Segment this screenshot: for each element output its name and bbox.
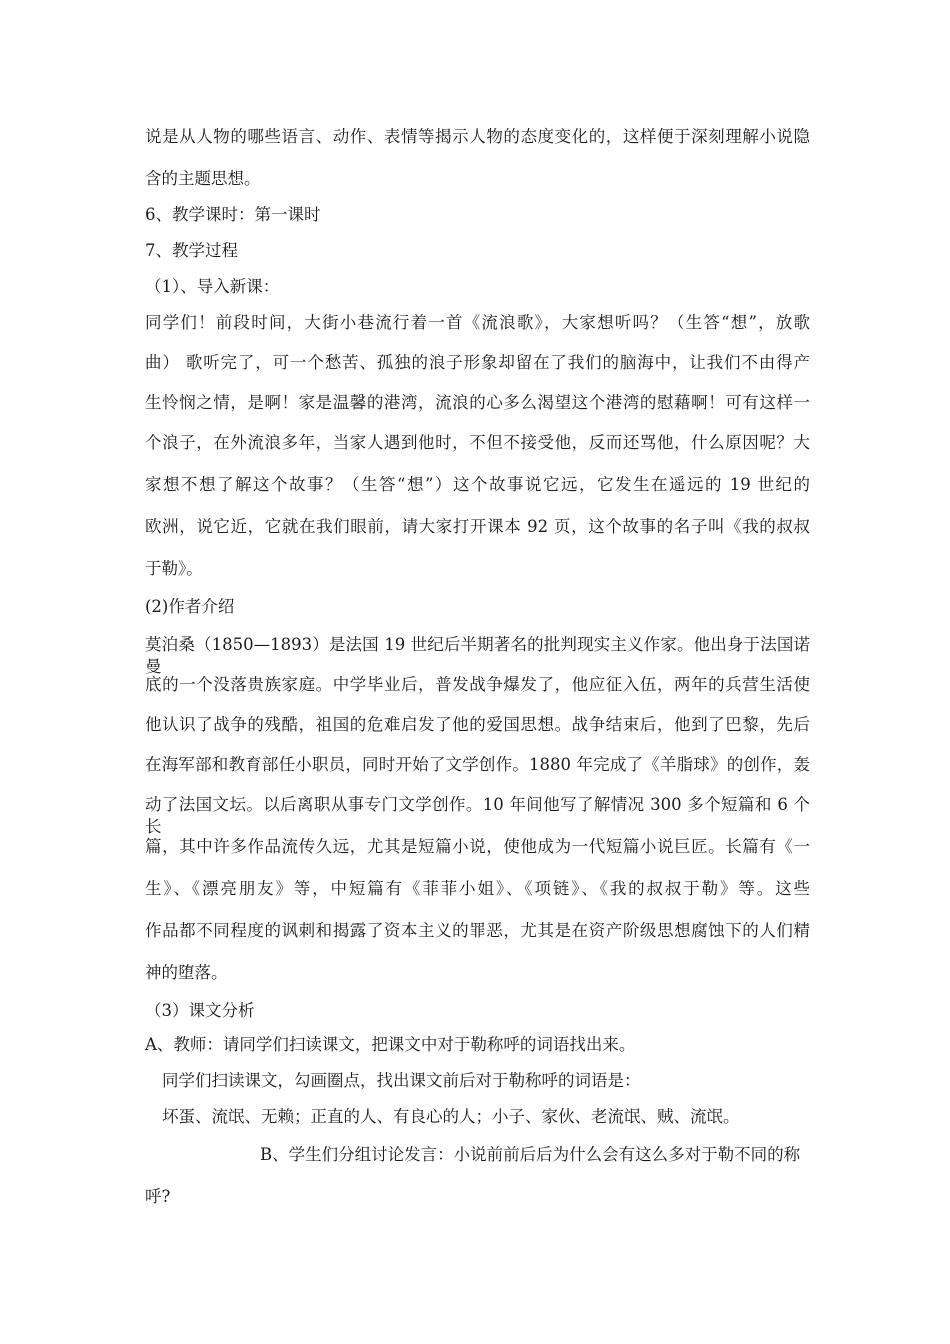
text-line: 神的堕落。 [145, 963, 228, 982]
section-heading: （3）课文分析 [145, 1001, 255, 1020]
text-line: 说是从人物的哪些语言、动作、表情等揭示人物的态度变化的，这样便于深刻理解小说隐 [145, 127, 810, 146]
text-line: 生》、《漂亮朋友》等，中短篇有《菲菲小姐》、《项链》、《我的叔叔于勒》等。这些 [145, 879, 810, 898]
text-line: 动了法国文坛。以后离职从事专门文学创作。10 年间他写了解情况 300 多个短篇和 6 个长 [145, 795, 810, 836]
text-line: 作品都不同程度的讽刺和揭露了资本主义的罪恶，尤其是在资产阶级思想腐蚀下的人们精 [145, 921, 810, 940]
text-line: A、教师：请同学们扫读课文，把课文中对于勒称呼的词语找出来。 [145, 1035, 636, 1054]
text-line: 个浪子，在外流浪多年，当家人遇到他时，不但不接受他，反而还骂他，什么原因呢？大 [145, 433, 810, 452]
text-line: 他认识了战争的残酷，祖国的危难启发了他的爱国思想。战争结束后，他到了巴黎，先后 [145, 715, 810, 734]
section-heading: （1）、导入新课： [145, 277, 280, 296]
text-line: 含的主题思想。 [145, 169, 261, 188]
text-line: 家想不想了解这个故事？（生答“想”）这个故事说它远，它发生在遥远的 19 世纪的 [145, 475, 810, 494]
text-line: 欧洲，说它近，它就在我们眼前，请大家打开课本 92 页，这个故事的名子叫《我的叔叔 [145, 517, 810, 536]
text-line: 7、教学过程 [145, 241, 238, 260]
text-line: 6、教学课时：第一课时 [145, 205, 321, 224]
text-line: 底的一个没落贵族家庭。中学毕业后，普发战争爆发了，他应征入伍，两年的兵营生活使 [145, 675, 810, 694]
text-line: 生怜悯之情，是啊！家是温馨的港湾，流浪的心多么渴望这个港湾的慰藉啊！可有这样一 [145, 393, 810, 412]
text-line: 于勒》。 [145, 559, 203, 578]
text-line: 曲） 歌听完了，可一个愁苦、孤独的浪子形象却留在了我们的脑海中，让我们不由得产 [145, 353, 810, 372]
text-line: 同学们扫读课文，勾画圈点，找出课文前后对于勒称呼的词语是： [162, 1071, 641, 1090]
text-line: 呼? [145, 1187, 171, 1206]
text-line: 篇，其中许多作品流传久远，尤其是短篇小说，使他成为一代短篇小说巨匠。长篇有《一 [145, 837, 810, 856]
text-line: 在海军部和教育部任小职员，同时开始了文学创作。1880 年完成了《羊脂球》的创作，轰 [145, 755, 810, 774]
text-line: B、学生们分组讨论发言：小说前前后后为什么会有这么多对于勒不同的称 [260, 1145, 801, 1164]
text-line: 坏蛋、流氓、无赖；正直的人、有良心的人；小子、家伙、老流氓、贼、流氓。 [162, 1107, 740, 1126]
text-line: 莫泊桑（1850—1893）是法国 19 世纪后半期著名的批判现实主义作家。他出身于法国诺曼 [145, 635, 810, 676]
section-heading: (2)作者介绍 [145, 597, 235, 616]
text-line: 同学们！前段时间，大街小巷流行着一首《流浪歌》，大家想听吗？（生答“想”，放歌 [145, 313, 810, 332]
